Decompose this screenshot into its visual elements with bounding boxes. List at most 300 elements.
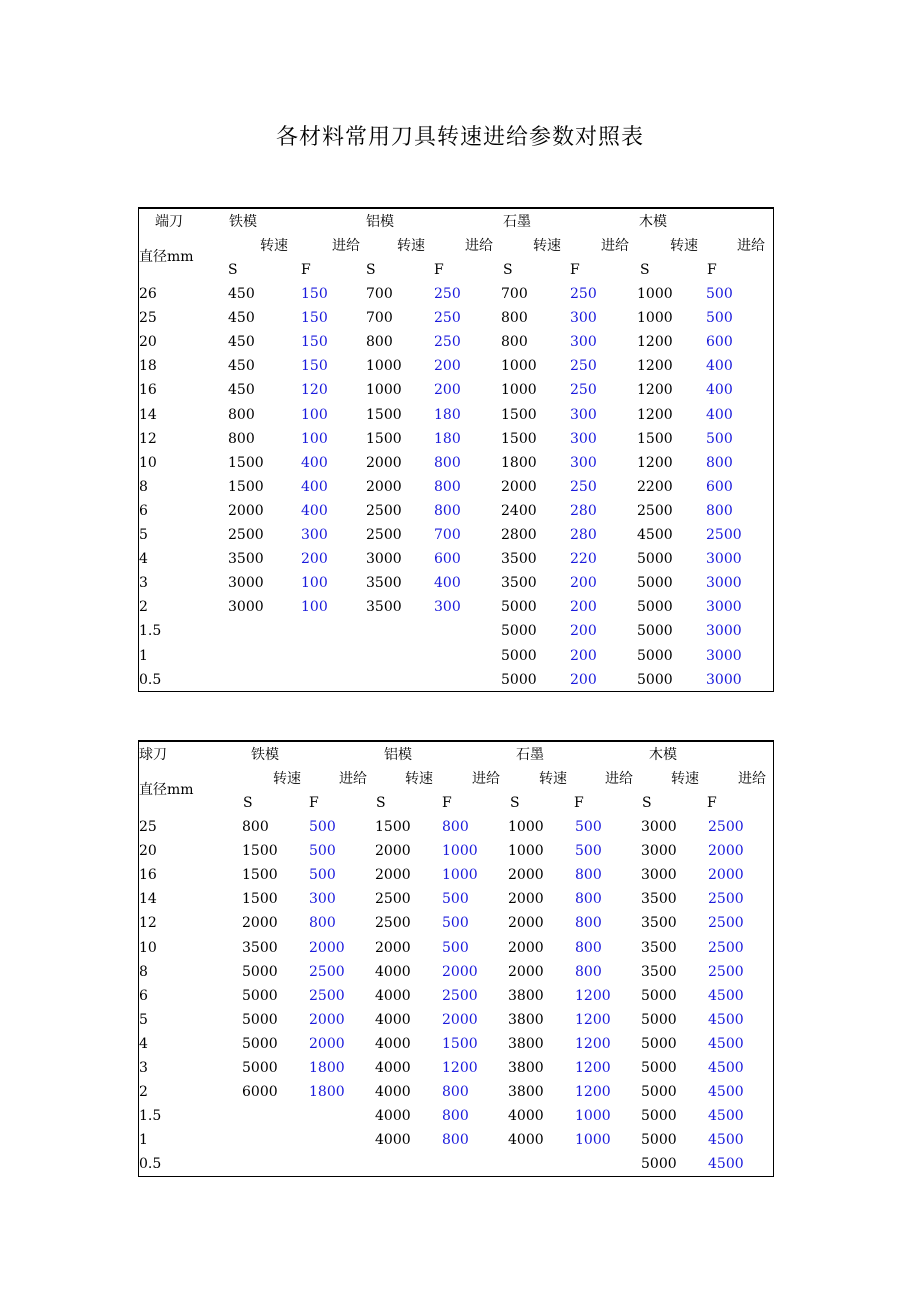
f-unit-header: F xyxy=(434,262,444,278)
speed-value-cell: 5000 xyxy=(501,599,537,615)
feed-value-cell: 400 xyxy=(301,455,328,471)
speed-header: 转速 xyxy=(397,238,425,254)
speed-value-cell: 2000 xyxy=(366,479,402,495)
feed-value-cell: 200 xyxy=(570,623,597,639)
feed-value-cell: 200 xyxy=(301,551,328,567)
feed-value-cell: 2000 xyxy=(442,964,478,980)
speed-value-cell: 4000 xyxy=(375,1132,411,1148)
feed-value-cell: 2000 xyxy=(442,1012,478,1028)
speed-value-cell: 1500 xyxy=(242,867,278,883)
feed-value-cell: 1200 xyxy=(575,1060,611,1076)
speed-value-cell: 800 xyxy=(228,431,255,447)
feed-value-cell: 150 xyxy=(301,310,328,326)
diameter-cell: 3 xyxy=(139,575,148,591)
speed-value-cell: 450 xyxy=(228,382,255,398)
feed-value-cell: 3000 xyxy=(706,623,742,639)
f-unit-header: F xyxy=(570,262,580,278)
feed-value-cell: 4500 xyxy=(708,1012,744,1028)
diameter-cell: 1 xyxy=(139,648,148,664)
feed-value-cell: 400 xyxy=(301,479,328,495)
diameter-cell: 3 xyxy=(139,1060,148,1076)
feed-value-cell: 250 xyxy=(570,286,597,302)
speed-value-cell: 5000 xyxy=(641,988,677,1004)
speed-value-cell: 1500 xyxy=(228,455,264,471)
speed-value-cell: 3500 xyxy=(242,940,278,956)
speed-value-cell: 1000 xyxy=(501,382,537,398)
speed-value-cell: 3000 xyxy=(641,867,677,883)
feed-value-cell: 4500 xyxy=(708,1036,744,1052)
feed-value-cell: 800 xyxy=(434,479,461,495)
feed-value-cell: 1800 xyxy=(309,1084,345,1100)
speed-value-cell: 3000 xyxy=(641,819,677,835)
feed-value-cell: 250 xyxy=(570,479,597,495)
feed-value-cell: 250 xyxy=(434,334,461,350)
feed-value-cell: 600 xyxy=(706,334,733,350)
f-unit-header: F xyxy=(707,795,717,811)
diameter-cell: 5 xyxy=(139,527,148,543)
feed-value-cell: 180 xyxy=(434,431,461,447)
diameter-cell: 16 xyxy=(139,382,157,398)
feed-value-cell: 2500 xyxy=(309,964,345,980)
material-header: 木模 xyxy=(639,214,667,230)
s-unit-header: S xyxy=(366,262,376,278)
speed-value-cell: 2000 xyxy=(508,964,544,980)
diameter-cell: 1 xyxy=(139,1132,148,1148)
speed-value-cell: 450 xyxy=(228,358,255,374)
speed-value-cell: 2500 xyxy=(366,503,402,519)
diameter-cell: 12 xyxy=(139,915,157,931)
speed-header: 转速 xyxy=(671,771,699,787)
speed-value-cell: 3800 xyxy=(508,1060,544,1076)
feed-value-cell: 400 xyxy=(706,407,733,423)
speed-value-cell: 4500 xyxy=(637,527,673,543)
speed-value-cell: 2500 xyxy=(228,527,264,543)
feed-value-cell: 150 xyxy=(301,334,328,350)
speed-value-cell: 5000 xyxy=(637,599,673,615)
speed-value-cell: 450 xyxy=(228,334,255,350)
speed-value-cell: 5000 xyxy=(637,551,673,567)
feed-value-cell: 500 xyxy=(442,915,469,931)
speed-value-cell: 1500 xyxy=(228,479,264,495)
speed-value-cell: 1200 xyxy=(637,455,673,471)
feed-value-cell: 1500 xyxy=(442,1036,478,1052)
diameter-cell: 20 xyxy=(139,843,157,859)
feed-value-cell: 100 xyxy=(301,431,328,447)
feed-value-cell: 800 xyxy=(575,964,602,980)
feed-value-cell: 280 xyxy=(570,503,597,519)
feed-value-cell: 500 xyxy=(442,891,469,907)
speed-value-cell: 4000 xyxy=(375,1108,411,1124)
speed-value-cell: 5000 xyxy=(242,1012,278,1028)
speed-value-cell: 2000 xyxy=(508,867,544,883)
diameter-cell: 4 xyxy=(139,1036,148,1052)
speed-value-cell: 1200 xyxy=(637,382,673,398)
speed-header: 转速 xyxy=(273,771,301,787)
speed-value-cell: 3500 xyxy=(641,891,677,907)
feed-value-cell: 800 xyxy=(442,819,469,835)
material-header: 石墨 xyxy=(516,747,544,763)
speed-value-cell: 3500 xyxy=(501,551,537,567)
speed-value-cell: 1000 xyxy=(366,382,402,398)
feed-value-cell: 300 xyxy=(570,407,597,423)
feed-value-cell: 1200 xyxy=(575,1084,611,1100)
f-unit-header: F xyxy=(442,795,452,811)
feed-value-cell: 800 xyxy=(442,1084,469,1100)
speed-value-cell: 800 xyxy=(228,407,255,423)
feed-header: 进给 xyxy=(605,771,633,787)
feed-header: 进给 xyxy=(465,238,493,254)
speed-value-cell: 2000 xyxy=(375,867,411,883)
speed-value-cell: 5000 xyxy=(501,648,537,664)
feed-value-cell: 800 xyxy=(434,455,461,471)
feed-value-cell: 200 xyxy=(434,358,461,374)
s-unit-header: S xyxy=(642,795,652,811)
speed-value-cell: 450 xyxy=(228,286,255,302)
speed-value-cell: 5000 xyxy=(242,988,278,1004)
feed-value-cell: 800 xyxy=(575,891,602,907)
feed-value-cell: 300 xyxy=(570,310,597,326)
feed-value-cell: 1000 xyxy=(442,843,478,859)
speed-value-cell: 5000 xyxy=(641,1060,677,1076)
feed-header: 进给 xyxy=(332,238,360,254)
feed-value-cell: 300 xyxy=(434,599,461,615)
feed-value-cell: 300 xyxy=(570,455,597,471)
feed-value-cell: 220 xyxy=(570,551,597,567)
feed-value-cell: 4500 xyxy=(708,988,744,1004)
speed-value-cell: 1200 xyxy=(637,358,673,374)
diameter-cell: 16 xyxy=(139,867,157,883)
diameter-cell: 4 xyxy=(139,551,148,567)
material-header: 铁模 xyxy=(251,747,279,763)
speed-value-cell: 1200 xyxy=(637,334,673,350)
diameter-cell: 0.5 xyxy=(139,672,162,688)
speed-value-cell: 3000 xyxy=(228,575,264,591)
feed-value-cell: 2500 xyxy=(309,988,345,1004)
speed-value-cell: 5000 xyxy=(637,648,673,664)
speed-value-cell: 450 xyxy=(228,310,255,326)
feed-value-cell: 4500 xyxy=(708,1108,744,1124)
feed-value-cell: 500 xyxy=(706,310,733,326)
feed-value-cell: 1200 xyxy=(442,1060,478,1076)
speed-value-cell: 5000 xyxy=(501,623,537,639)
speed-value-cell: 5000 xyxy=(242,1036,278,1052)
feed-value-cell: 2500 xyxy=(442,988,478,1004)
f-unit-header: F xyxy=(309,795,319,811)
feed-value-cell: 250 xyxy=(570,358,597,374)
speed-value-cell: 2000 xyxy=(501,479,537,495)
feed-value-cell: 150 xyxy=(301,358,328,374)
material-header: 铁模 xyxy=(229,214,257,230)
feed-value-cell: 300 xyxy=(301,527,328,543)
speed-value-cell: 5000 xyxy=(242,1060,278,1076)
speed-value-cell: 4000 xyxy=(375,1012,411,1028)
feed-value-cell: 1200 xyxy=(575,988,611,1004)
speed-value-cell: 3000 xyxy=(641,843,677,859)
speed-value-cell: 1500 xyxy=(242,891,278,907)
speed-header: 转速 xyxy=(539,771,567,787)
feed-value-cell: 400 xyxy=(301,503,328,519)
s-unit-header: S xyxy=(376,795,386,811)
feed-value-cell: 300 xyxy=(309,891,336,907)
speed-value-cell: 5000 xyxy=(637,672,673,688)
speed-value-cell: 1500 xyxy=(501,431,537,447)
speed-value-cell: 4000 xyxy=(375,1060,411,1076)
speed-value-cell: 3800 xyxy=(508,988,544,1004)
feed-value-cell: 2500 xyxy=(708,964,744,980)
speed-value-cell: 2500 xyxy=(366,527,402,543)
feed-value-cell: 800 xyxy=(575,915,602,931)
feed-header: 进给 xyxy=(738,771,766,787)
speed-value-cell: 2000 xyxy=(375,940,411,956)
speed-value-cell: 2000 xyxy=(366,455,402,471)
s-unit-header: S xyxy=(243,795,253,811)
feed-value-cell: 250 xyxy=(570,382,597,398)
diameter-cell: 5 xyxy=(139,1012,148,1028)
feed-value-cell: 2500 xyxy=(708,819,744,835)
f-unit-header: F xyxy=(574,795,584,811)
diameter-cell: 8 xyxy=(139,479,148,495)
speed-value-cell: 3500 xyxy=(641,964,677,980)
feed-value-cell: 600 xyxy=(706,479,733,495)
feed-value-cell: 1200 xyxy=(575,1012,611,1028)
feed-value-cell: 3000 xyxy=(706,551,742,567)
speed-value-cell: 1500 xyxy=(366,407,402,423)
material-header: 石墨 xyxy=(503,214,531,230)
feed-value-cell: 200 xyxy=(570,648,597,664)
s-unit-header: S xyxy=(510,795,520,811)
speed-value-cell: 5000 xyxy=(637,623,673,639)
feed-value-cell: 800 xyxy=(309,915,336,931)
speed-value-cell: 2000 xyxy=(508,891,544,907)
speed-value-cell: 5000 xyxy=(637,575,673,591)
feed-value-cell: 200 xyxy=(570,575,597,591)
feed-value-cell: 150 xyxy=(301,286,328,302)
feed-value-cell: 250 xyxy=(434,310,461,326)
speed-value-cell: 5000 xyxy=(641,1036,677,1052)
feed-value-cell: 2000 xyxy=(309,1036,345,1052)
speed-value-cell: 1000 xyxy=(508,819,544,835)
feed-value-cell: 2500 xyxy=(706,527,742,543)
speed-value-cell: 2000 xyxy=(508,940,544,956)
diameter-cell: 10 xyxy=(139,455,157,471)
speed-value-cell: 1800 xyxy=(501,455,537,471)
feed-value-cell: 800 xyxy=(442,1132,469,1148)
speed-value-cell: 1500 xyxy=(242,843,278,859)
speed-value-cell: 3500 xyxy=(501,575,537,591)
diameter-cell: 14 xyxy=(139,407,157,423)
tool-type-label: 球刀 xyxy=(139,747,167,763)
speed-value-cell: 3500 xyxy=(366,599,402,615)
speed-value-cell: 800 xyxy=(501,334,528,350)
speed-value-cell: 5000 xyxy=(641,1108,677,1124)
feed-value-cell: 800 xyxy=(575,940,602,956)
speed-value-cell: 2500 xyxy=(375,891,411,907)
speed-value-cell: 1500 xyxy=(366,431,402,447)
speed-header: 转速 xyxy=(533,238,561,254)
material-header: 木模 xyxy=(649,747,677,763)
feed-value-cell: 2000 xyxy=(309,1012,345,1028)
feed-value-cell: 4500 xyxy=(708,1156,744,1172)
feed-value-cell: 1000 xyxy=(442,867,478,883)
speed-value-cell: 2500 xyxy=(375,915,411,931)
speed-value-cell: 800 xyxy=(366,334,393,350)
speed-value-cell: 4000 xyxy=(375,964,411,980)
speed-value-cell: 3500 xyxy=(366,575,402,591)
feed-value-cell: 1800 xyxy=(309,1060,345,1076)
feed-value-cell: 1200 xyxy=(575,1036,611,1052)
diameter-cell: 26 xyxy=(139,286,157,302)
speed-value-cell: 1500 xyxy=(637,431,673,447)
feed-value-cell: 2000 xyxy=(708,843,744,859)
speed-header: 转速 xyxy=(260,238,288,254)
feed-value-cell: 2500 xyxy=(708,891,744,907)
speed-value-cell: 3000 xyxy=(228,599,264,615)
feed-value-cell: 1000 xyxy=(575,1108,611,1124)
s-unit-header: S xyxy=(228,262,238,278)
feed-value-cell: 2500 xyxy=(708,915,744,931)
speed-value-cell: 4000 xyxy=(508,1132,544,1148)
feed-value-cell: 3000 xyxy=(706,599,742,615)
speed-value-cell: 5000 xyxy=(641,1132,677,1148)
feed-value-cell: 500 xyxy=(309,867,336,883)
feed-value-cell: 280 xyxy=(570,527,597,543)
ball-mill-table xyxy=(138,740,774,1177)
speed-header: 转速 xyxy=(405,771,433,787)
speed-value-cell: 2000 xyxy=(508,915,544,931)
feed-value-cell: 500 xyxy=(309,819,336,835)
feed-value-cell: 4500 xyxy=(708,1132,744,1148)
diameter-cell: 0.5 xyxy=(139,1156,162,1172)
diameter-cell: 2 xyxy=(139,599,148,615)
speed-value-cell: 5000 xyxy=(501,672,537,688)
feed-value-cell: 200 xyxy=(434,382,461,398)
speed-value-cell: 2000 xyxy=(242,915,278,931)
page-title: 各材料常用刀具转速进给参数对照表 xyxy=(275,125,644,150)
feed-value-cell: 500 xyxy=(575,819,602,835)
speed-value-cell: 2400 xyxy=(501,503,537,519)
speed-value-cell: 800 xyxy=(501,310,528,326)
diameter-cell: 20 xyxy=(139,334,157,350)
feed-value-cell: 4500 xyxy=(708,1084,744,1100)
feed-value-cell: 180 xyxy=(434,407,461,423)
speed-header: 转速 xyxy=(670,238,698,254)
speed-value-cell: 4000 xyxy=(508,1108,544,1124)
feed-value-cell: 300 xyxy=(570,334,597,350)
feed-value-cell: 800 xyxy=(706,455,733,471)
speed-value-cell: 2000 xyxy=(228,503,264,519)
feed-value-cell: 2500 xyxy=(708,940,744,956)
feed-value-cell: 800 xyxy=(442,1108,469,1124)
speed-value-cell: 1000 xyxy=(508,843,544,859)
speed-value-cell: 5000 xyxy=(641,1156,677,1172)
diameter-cell: 18 xyxy=(139,358,157,374)
feed-value-cell: 200 xyxy=(570,599,597,615)
diameter-cell: 12 xyxy=(139,431,157,447)
feed-value-cell: 500 xyxy=(706,431,733,447)
speed-value-cell: 5000 xyxy=(242,964,278,980)
feed-value-cell: 400 xyxy=(434,575,461,591)
speed-value-cell: 700 xyxy=(366,286,393,302)
feed-value-cell: 3000 xyxy=(706,575,742,591)
tool-type-label: 端刀 xyxy=(155,214,183,230)
speed-value-cell: 4000 xyxy=(375,1036,411,1052)
diameter-header: 直径mm xyxy=(139,249,194,265)
diameter-cell: 2 xyxy=(139,1084,148,1100)
diameter-cell: 6 xyxy=(139,503,148,519)
speed-value-cell: 1500 xyxy=(375,819,411,835)
speed-value-cell: 2200 xyxy=(637,479,673,495)
speed-value-cell: 3000 xyxy=(366,551,402,567)
speed-value-cell: 3500 xyxy=(641,940,677,956)
material-header: 铝模 xyxy=(384,747,412,763)
diameter-cell: 1.5 xyxy=(139,623,162,639)
feed-value-cell: 400 xyxy=(706,358,733,374)
feed-value-cell: 700 xyxy=(434,527,461,543)
speed-value-cell: 4000 xyxy=(375,1084,411,1100)
feed-value-cell: 3000 xyxy=(706,648,742,664)
speed-value-cell: 6000 xyxy=(242,1084,278,1100)
speed-value-cell: 1500 xyxy=(501,407,537,423)
speed-value-cell: 5000 xyxy=(641,1012,677,1028)
feed-value-cell: 120 xyxy=(301,382,328,398)
feed-value-cell: 800 xyxy=(575,867,602,883)
feed-header: 进给 xyxy=(737,238,765,254)
diameter-cell: 10 xyxy=(139,940,157,956)
speed-value-cell: 1000 xyxy=(366,358,402,374)
speed-value-cell: 3500 xyxy=(228,551,264,567)
feed-value-cell: 3000 xyxy=(706,672,742,688)
feed-value-cell: 300 xyxy=(570,431,597,447)
speed-value-cell: 3500 xyxy=(641,915,677,931)
feed-value-cell: 500 xyxy=(575,843,602,859)
feed-value-cell: 100 xyxy=(301,575,328,591)
feed-value-cell: 4500 xyxy=(708,1060,744,1076)
speed-value-cell: 800 xyxy=(242,819,269,835)
diameter-cell: 25 xyxy=(139,819,157,835)
feed-value-cell: 200 xyxy=(570,672,597,688)
feed-value-cell: 800 xyxy=(706,503,733,519)
feed-value-cell: 2000 xyxy=(309,940,345,956)
feed-value-cell: 2000 xyxy=(708,867,744,883)
diameter-cell: 1.5 xyxy=(139,1108,162,1124)
f-unit-header: F xyxy=(707,262,717,278)
feed-value-cell: 400 xyxy=(706,382,733,398)
speed-value-cell: 1000 xyxy=(637,310,673,326)
feed-header: 进给 xyxy=(339,771,367,787)
feed-value-cell: 100 xyxy=(301,599,328,615)
speed-value-cell: 5000 xyxy=(641,1084,677,1100)
diameter-header: 直径mm xyxy=(139,782,194,798)
feed-value-cell: 1000 xyxy=(575,1132,611,1148)
end-mill-table xyxy=(138,207,774,692)
speed-value-cell: 1000 xyxy=(637,286,673,302)
speed-value-cell: 2500 xyxy=(637,503,673,519)
speed-value-cell: 2000 xyxy=(375,843,411,859)
feed-value-cell: 600 xyxy=(434,551,461,567)
s-unit-header: S xyxy=(640,262,650,278)
speed-value-cell: 1200 xyxy=(637,407,673,423)
speed-value-cell: 3800 xyxy=(508,1036,544,1052)
feed-value-cell: 500 xyxy=(309,843,336,859)
feed-header: 进给 xyxy=(472,771,500,787)
speed-value-cell: 4000 xyxy=(375,988,411,1004)
feed-value-cell: 500 xyxy=(442,940,469,956)
speed-value-cell: 700 xyxy=(366,310,393,326)
feed-value-cell: 100 xyxy=(301,407,328,423)
speed-value-cell: 1000 xyxy=(501,358,537,374)
diameter-cell: 6 xyxy=(139,988,148,1004)
feed-header: 进给 xyxy=(601,238,629,254)
